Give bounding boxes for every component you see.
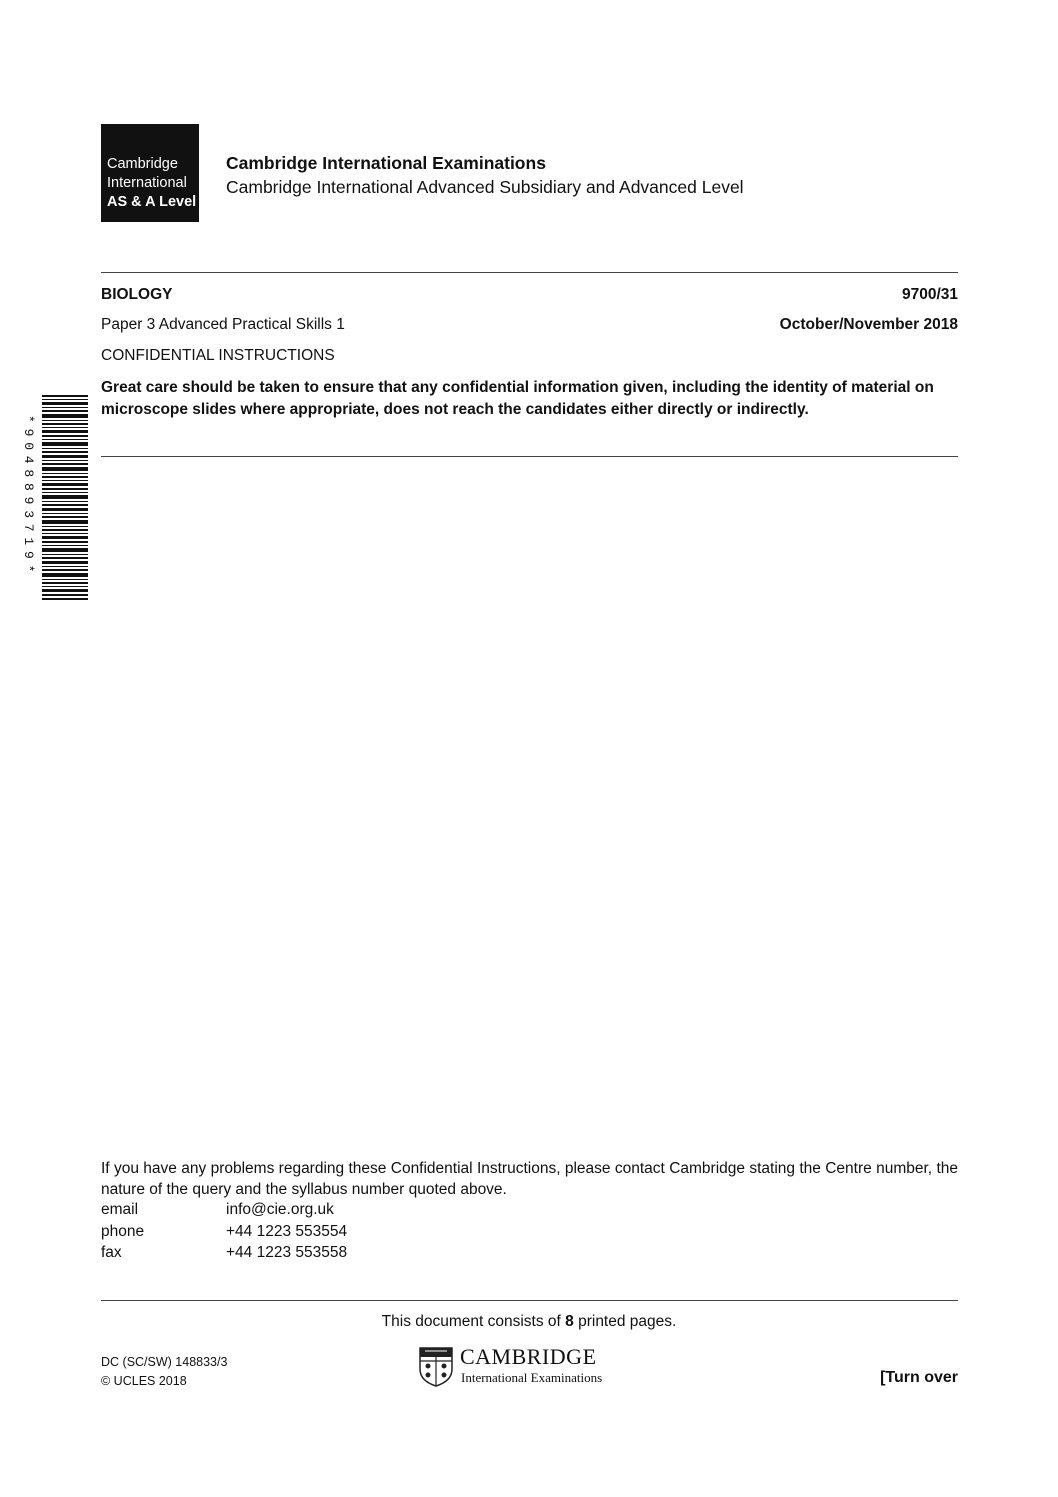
logo-line-1: Cambridge — [107, 156, 178, 172]
cambridge-wordmark-sub: International Examinations — [461, 1370, 603, 1385]
page-count-prefix: This document consists of — [381, 1313, 566, 1330]
copyright-notice: © UCLES 2018 — [101, 1374, 187, 1388]
footer-divider — [101, 1300, 958, 1301]
exam-session: October/November 2018 — [779, 316, 958, 333]
contact-label-phone: phone — [101, 1223, 145, 1240]
subject-name: BIOLOGY — [101, 286, 173, 303]
document-type: CONFIDENTIAL INSTRUCTIONS — [101, 347, 335, 364]
contact-instructions: If you have any problems regarding these Confidential Instructions, please contact Cambridge stating the Centre number, the nature of the query and the syllabus number quoted above. — [101, 1160, 958, 1198]
confidentiality-warning: Great care should be taken to ensure that any confidential information given, including the identity of material on microscope slides where appropriate, does not reach the candidates either directly or indirectly. — [101, 379, 934, 418]
logo-line-2: International — [107, 175, 187, 191]
turn-over-label: [Turn over — [880, 1369, 958, 1386]
cambridge-wordmark: CAMBRIDGE — [460, 1344, 597, 1369]
contact-fax: +44 1223 553558 — [226, 1244, 348, 1261]
page-count: 8 — [565, 1313, 574, 1330]
warning-divider — [101, 456, 958, 457]
contact-label-email: email — [101, 1201, 139, 1218]
cambridge-as-a-level-logo — [101, 124, 199, 222]
document-reference: DC (SC/SW) 148833/3 — [101, 1355, 228, 1369]
syllabus-code: 9700/31 — [901, 286, 958, 303]
contact-phone: +44 1223 553554 — [226, 1223, 348, 1240]
logo-line-3: AS & A Level — [107, 194, 197, 210]
page-count-note — [0, 1313, 1058, 1331]
qualification-title: Cambridge International Advanced Subsidiary and Advanced Level — [226, 177, 744, 197]
page-count-suffix: printed pages. — [573, 1313, 677, 1330]
barcode-icon — [42, 395, 88, 600]
header-divider — [101, 272, 958, 273]
cambridge-crest-icon — [419, 1347, 453, 1387]
exam-board-title: Cambridge International Examinations — [226, 153, 546, 173]
paper-title: Paper 3 Advanced Practical Skills 1 — [101, 316, 345, 333]
barcode-digits: *9048893719* — [21, 415, 36, 579]
contact-label-fax: fax — [101, 1244, 122, 1261]
contact-email: info@cie.org.uk — [226, 1201, 334, 1218]
